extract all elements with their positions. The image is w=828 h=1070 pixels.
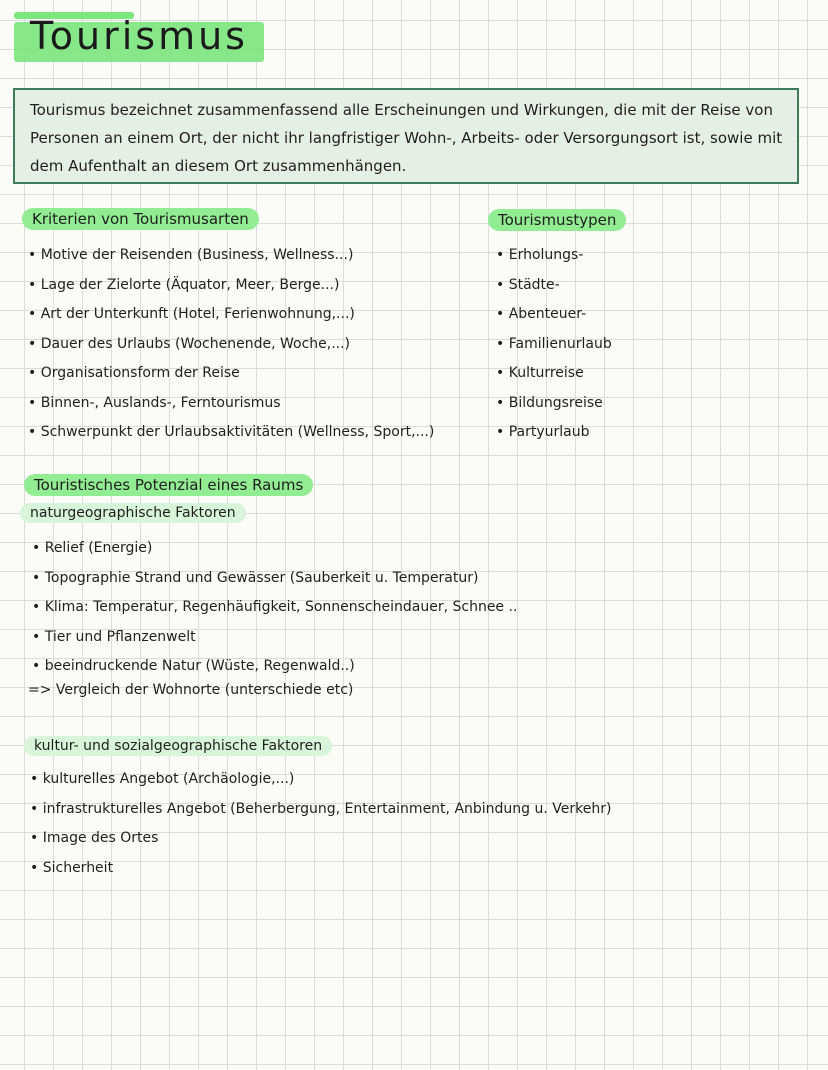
cultural-heading-label: kultur- und sozialgeographische Faktoren	[24, 736, 332, 756]
criteria-heading-label: Kriterien von Tourismusarten	[22, 208, 259, 230]
criteria-list	[28, 241, 434, 448]
list-item: • beeindruckende Natur (Wüste, Regenwald..)	[32, 652, 517, 682]
natural-heading-label: naturgeographische Faktoren	[20, 503, 246, 523]
page-title: Tourismus	[30, 14, 248, 58]
types-heading-label: Tourismustypen	[488, 209, 626, 231]
list-item: • Kulturreise	[496, 359, 612, 389]
natural-heading	[20, 505, 246, 521]
list-item: • Topographie Strand und Gewässer (Sauberkeit u. Temperatur)	[32, 564, 517, 594]
list-item: • Partyurlaub	[496, 418, 612, 448]
cultural-list	[30, 765, 611, 883]
list-item: • Tier und Pflanzenwelt	[32, 623, 517, 653]
cultural-heading	[24, 738, 332, 754]
natural-conclusion: => Vergleich der Wohnorte (unterschiede etc)	[28, 682, 354, 698]
definition-text: Tourismus bezeichnet zusammenfassend alle Erscheinungen und Wirkungen, die mit der Reise von Personen an einem Ort, der nicht ihr langfristiger Wohn-, Arbeits- oder Versorgungsort ist, sowie mit dem Aufenthalt an diesem Ort zusammenhängen.	[30, 101, 783, 175]
list-item: • Binnen-, Auslands-, Ferntourismus	[28, 389, 434, 419]
potential-heading-label: Touristisches Potenzial eines Raums	[24, 474, 313, 496]
criteria-heading	[22, 210, 259, 228]
types-list	[496, 241, 612, 448]
types-heading	[488, 211, 626, 229]
list-item: • Bildungsreise	[496, 389, 612, 419]
list-item: • infrastrukturelles Angebot (Beherbergung, Entertainment, Anbindung u. Verkehr)	[30, 795, 611, 825]
list-item: • Erholungs-	[496, 241, 612, 271]
list-item: • Motive der Reisenden (Business, Wellness...)	[28, 241, 434, 271]
list-item: • kulturelles Angebot (Archäologie,...)	[30, 765, 611, 795]
list-item: • Familienurlaub	[496, 330, 612, 360]
natural-list	[32, 534, 517, 682]
list-item: • Schwerpunkt der Urlaubsaktivitäten (Wellness, Sport,...)	[28, 418, 434, 448]
list-item: • Dauer des Urlaubs (Wochenende, Woche,...)	[28, 330, 434, 360]
list-item: • Art der Unterkunft (Hotel, Ferienwohnung,...)	[28, 300, 434, 330]
list-item: • Städte-	[496, 271, 612, 301]
list-item: • Organisationsform der Reise	[28, 359, 434, 389]
list-item: • Abenteuer-	[496, 300, 612, 330]
list-item: • Sicherheit	[30, 854, 611, 884]
list-item: • Image des Ortes	[30, 824, 611, 854]
list-item: • Klima: Temperatur, Regenhäufigkeit, Sonnenscheindauer, Schnee ..	[32, 593, 517, 623]
list-item: • Lage der Zielorte (Äquator, Meer, Berge...)	[28, 271, 434, 301]
potential-heading	[24, 476, 313, 494]
list-item: • Relief (Energie)	[32, 534, 517, 564]
